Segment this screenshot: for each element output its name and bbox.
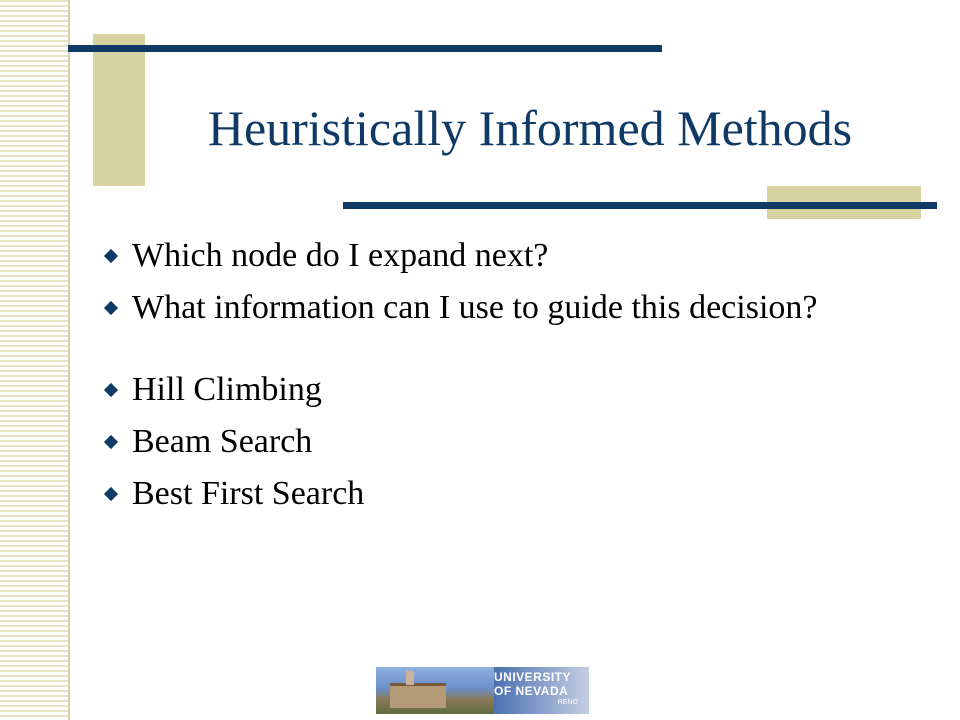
navy-rule-bottom (343, 202, 937, 209)
bullet-text: Best First Search (132, 475, 365, 512)
bullet-item (100, 236, 860, 276)
campus-tower-shape (406, 671, 414, 685)
bullet-item (100, 288, 860, 328)
diamond-bullet-icon (104, 487, 118, 501)
bullet-list (100, 236, 860, 526)
diamond-bullet-icon (104, 249, 118, 263)
logo-line-university: UNIVERSITY (494, 670, 572, 684)
logo-line-of-nevada: OF NEVADA (494, 684, 569, 698)
left-stripe-decoration (0, 0, 70, 720)
bullet-text: What information can I use to guide this decision? (132, 289, 818, 326)
logo-line-reno: RENO (557, 699, 578, 706)
bullet-text: Beam Search (132, 423, 313, 460)
bullet-item (100, 474, 860, 514)
tan-accent-block-top (93, 34, 145, 186)
campus-building-shape (390, 683, 446, 708)
logo-wordmark (494, 670, 586, 711)
slide-title: Heuristically Informed Methods (207, 99, 853, 156)
navy-rule-top (68, 45, 662, 52)
diamond-bullet-icon (104, 383, 118, 397)
diamond-bullet-icon (104, 301, 118, 315)
university-logo (376, 667, 589, 714)
bullet-text: Which node do I expand next? (132, 237, 549, 274)
campus-scene-image (376, 667, 494, 714)
bullet-item (100, 422, 860, 462)
bullet-item (100, 370, 860, 410)
diamond-bullet-icon (104, 435, 118, 449)
bullet-text: Hill Climbing (132, 371, 322, 408)
